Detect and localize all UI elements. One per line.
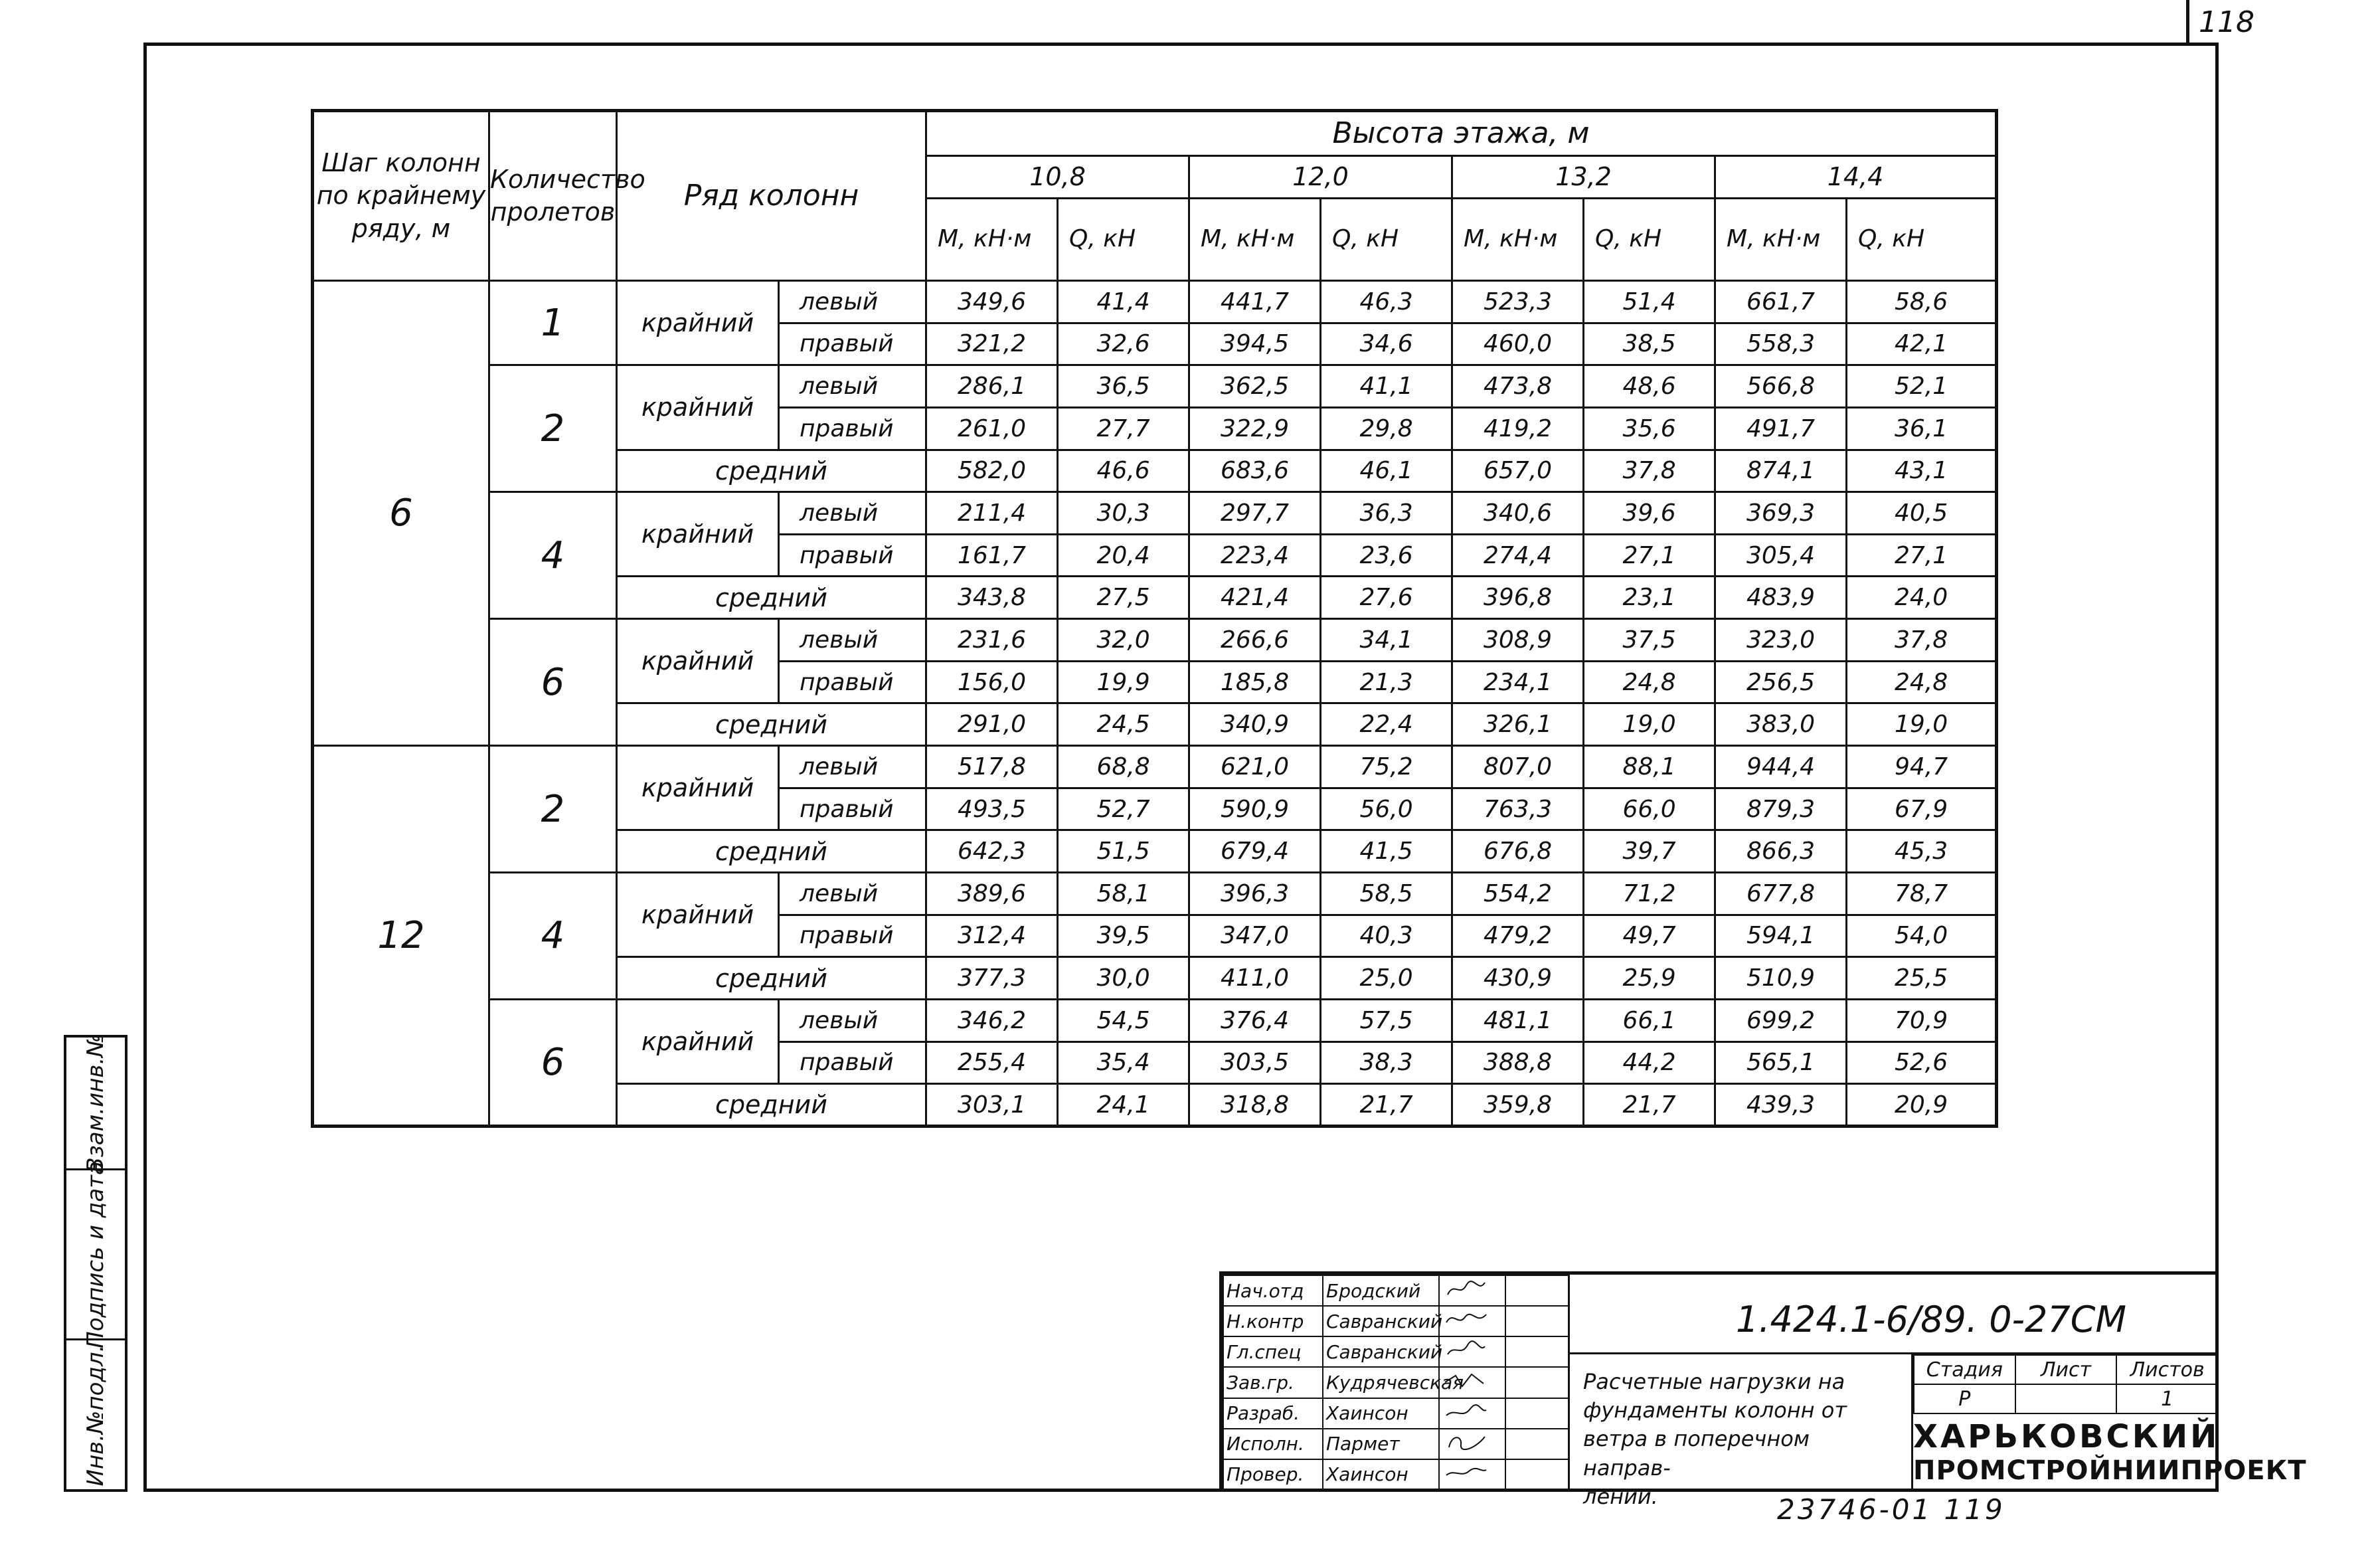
value-cell: 32,0 (1058, 619, 1189, 662)
value-cell: 510,9 (1715, 957, 1847, 1000)
value-cell: 27,6 (1321, 577, 1452, 619)
value-cell: 156,0 (926, 661, 1058, 703)
value-cell: 71,2 (1584, 872, 1715, 915)
value-cell: 19,0 (1847, 703, 1997, 746)
value-cell: 343,8 (926, 577, 1058, 619)
staff-role: Нач.отд (1223, 1275, 1323, 1306)
value-cell: 25,0 (1321, 957, 1452, 1000)
height-12-0: 12,0 (1189, 156, 1452, 199)
value-cell: 37,5 (1584, 619, 1715, 662)
value-cell: 58,1 (1058, 872, 1189, 915)
value-cell: 266,6 (1189, 619, 1321, 662)
value-cell: 34,1 (1321, 619, 1452, 662)
value-cell: 419,2 (1452, 407, 1584, 450)
value-cell: 558,3 (1715, 323, 1847, 365)
value-cell: 323,0 (1715, 619, 1847, 662)
value-cell: 340,6 (1452, 492, 1584, 535)
value-cell: 29,8 (1321, 407, 1452, 450)
signature-icon (1439, 1336, 1505, 1367)
side-stamp-inventory: Инв.№подл. (82, 1344, 109, 1487)
value-cell: 657,0 (1452, 450, 1584, 492)
value-cell: 39,5 (1058, 915, 1189, 957)
value-cell: 58,5 (1321, 872, 1452, 915)
value-cell: 582,0 (926, 450, 1058, 492)
side-cell: правый (779, 788, 926, 830)
side-stamp-strip (64, 1035, 128, 1492)
spans-cell: 4 (489, 492, 617, 619)
q-header: Q, кН (1584, 199, 1715, 281)
row-cell: средний (617, 703, 926, 746)
value-cell: 376,4 (1189, 999, 1321, 1042)
m-header: М, кН·м (926, 199, 1058, 281)
sheets-label: Листов (2116, 1355, 2218, 1384)
value-cell: 394,5 (1189, 323, 1321, 365)
date-cell (1505, 1429, 1569, 1459)
value-cell: 52,6 (1847, 1042, 1997, 1084)
value-cell: 22,4 (1321, 703, 1452, 746)
value-cell: 32,6 (1058, 323, 1189, 365)
value-cell: 30,3 (1058, 492, 1189, 535)
table-row (313, 746, 1997, 788)
value-cell: 23,1 (1584, 577, 1715, 619)
value-cell: 42,1 (1847, 323, 1997, 365)
table-row (313, 492, 1997, 535)
value-cell: 523,3 (1452, 281, 1584, 323)
value-cell: 676,8 (1452, 830, 1584, 873)
side-cell: левый (779, 999, 926, 1042)
value-cell: 642,3 (926, 830, 1058, 873)
spans-cell: 2 (489, 365, 617, 492)
table-row (313, 281, 1997, 323)
value-cell: 326,1 (1452, 703, 1584, 746)
value-cell: 396,3 (1189, 872, 1321, 915)
value-cell: 677,8 (1715, 872, 1847, 915)
value-cell: 483,9 (1715, 577, 1847, 619)
height-14-4: 14,4 (1715, 156, 1997, 199)
side-cell: правый (779, 534, 926, 577)
value-cell: 41,1 (1321, 365, 1452, 408)
value-cell: 48,6 (1584, 365, 1715, 408)
staff-role: Н.контр (1223, 1306, 1323, 1336)
value-cell: 38,5 (1584, 323, 1715, 365)
value-cell: 286,1 (926, 365, 1058, 408)
side-cell: правый (779, 915, 926, 957)
value-cell: 763,3 (1452, 788, 1584, 830)
value-cell: 441,7 (1189, 281, 1321, 323)
m-header: М, кН·м (1715, 199, 1847, 281)
staff-name: Савранский (1323, 1336, 1439, 1367)
staff-role: Разраб. (1223, 1398, 1323, 1429)
value-cell: 36,3 (1321, 492, 1452, 535)
staff-role: Провер. (1223, 1459, 1323, 1490)
spans-cell: 4 (489, 872, 617, 999)
value-cell: 346,2 (926, 999, 1058, 1042)
signatures-table (1223, 1275, 1569, 1491)
signature-icon (1439, 1429, 1505, 1459)
value-cell: 322,9 (1189, 407, 1321, 450)
organization-line1: ХАРЬКОВСКИЙ (1913, 1418, 2220, 1455)
header-row: Ряд колонн (617, 111, 926, 281)
value-cell: 51,4 (1584, 281, 1715, 323)
spans-cell: 6 (489, 999, 617, 1126)
table-row (313, 999, 1997, 1042)
row-cell: крайний (617, 281, 779, 365)
row-cell: крайний (617, 746, 779, 830)
side-cell: левый (779, 746, 926, 788)
height-13-2: 13,2 (1452, 156, 1715, 199)
value-cell: 479,2 (1452, 915, 1584, 957)
document-description: Расчетные нагрузки на фундаменты колонн от ветра в поперечном направ- лении. (1568, 1354, 1913, 1491)
row-cell: средний (617, 577, 926, 619)
value-cell: 40,5 (1847, 492, 1997, 535)
value-cell: 274,4 (1452, 534, 1584, 577)
signature-icon (1439, 1275, 1505, 1306)
value-cell: 35,4 (1058, 1042, 1189, 1084)
value-cell: 866,3 (1715, 830, 1847, 873)
value-cell: 396,8 (1452, 577, 1584, 619)
value-cell: 308,9 (1452, 619, 1584, 662)
side-cell: левый (779, 872, 926, 915)
value-cell: 94,7 (1847, 746, 1997, 788)
value-cell: 359,8 (1452, 1084, 1584, 1127)
value-cell: 554,2 (1452, 872, 1584, 915)
side-cell: левый (779, 281, 926, 323)
stage-value: Р (1914, 1384, 2015, 1413)
value-cell: 590,9 (1189, 788, 1321, 830)
value-cell: 231,6 (926, 619, 1058, 662)
staff-role: Исполн. (1223, 1429, 1323, 1459)
m-header: М, кН·м (1452, 199, 1584, 281)
value-cell: 383,0 (1715, 703, 1847, 746)
q-header: Q, кН (1321, 199, 1452, 281)
value-cell: 56,0 (1321, 788, 1452, 830)
value-cell: 38,3 (1321, 1042, 1452, 1084)
value-cell: 27,7 (1058, 407, 1189, 450)
row-cell: средний (617, 957, 926, 1000)
value-cell: 661,7 (1715, 281, 1847, 323)
value-cell: 41,5 (1321, 830, 1452, 873)
value-cell: 58,6 (1847, 281, 1997, 323)
value-cell: 25,5 (1847, 957, 1997, 1000)
value-cell: 21,7 (1584, 1084, 1715, 1127)
date-cell (1505, 1459, 1569, 1490)
value-cell: 377,3 (926, 957, 1058, 1000)
value-cell: 255,4 (926, 1042, 1058, 1084)
value-cell: 75,2 (1321, 746, 1452, 788)
value-cell: 52,7 (1058, 788, 1189, 830)
organization-line2: ПРОМСТРОЙНИИПРОЕКТ (1913, 1455, 2307, 1486)
title-block (1219, 1271, 2307, 1509)
value-cell: 24,1 (1058, 1084, 1189, 1127)
value-cell: 305,4 (1715, 534, 1847, 577)
value-cell: 24,8 (1847, 661, 1997, 703)
step-cell: 6 (313, 281, 489, 746)
value-cell: 944,4 (1715, 746, 1847, 788)
value-cell: 261,0 (926, 407, 1058, 450)
value-cell: 347,0 (1189, 915, 1321, 957)
value-cell: 321,2 (926, 323, 1058, 365)
height-10-8: 10,8 (926, 156, 1189, 199)
value-cell: 27,1 (1847, 534, 1997, 577)
value-cell: 34,6 (1321, 323, 1452, 365)
value-cell: 879,3 (1715, 788, 1847, 830)
side-stamp-replace: Взам.инв.№ (66, 1038, 125, 1170)
step-cell: 12 (313, 746, 489, 1127)
value-cell: 256,5 (1715, 661, 1847, 703)
sheet-label: Лист (2015, 1355, 2117, 1384)
value-cell: 67,9 (1847, 788, 1997, 830)
value-cell: 473,8 (1452, 365, 1584, 408)
row-cell: средний (617, 1084, 926, 1127)
value-cell: 349,6 (926, 281, 1058, 323)
side-cell: левый (779, 619, 926, 662)
value-cell: 37,8 (1584, 450, 1715, 492)
spans-cell: 6 (489, 619, 617, 746)
value-cell: 362,5 (1189, 365, 1321, 408)
row-cell: крайний (617, 492, 779, 577)
value-cell: 20,9 (1847, 1084, 1997, 1127)
value-cell: 303,1 (926, 1084, 1058, 1127)
value-cell: 52,1 (1847, 365, 1997, 408)
value-cell: 874,1 (1715, 450, 1847, 492)
value-cell: 41,4 (1058, 281, 1189, 323)
value-cell: 20,4 (1058, 534, 1189, 577)
row-cell: крайний (617, 365, 779, 450)
value-cell: 565,1 (1715, 1042, 1847, 1084)
staff-name: Савранский (1323, 1306, 1439, 1336)
value-cell: 21,3 (1321, 661, 1452, 703)
value-cell: 481,1 (1452, 999, 1584, 1042)
loads-table (311, 109, 1998, 1128)
value-cell: 679,4 (1189, 830, 1321, 873)
value-cell: 566,8 (1715, 365, 1847, 408)
archive-number: 23746-01 119 (1777, 1493, 2005, 1526)
value-cell: 49,7 (1584, 915, 1715, 957)
value-cell: 223,4 (1189, 534, 1321, 577)
value-cell: 68,8 (1058, 746, 1189, 788)
value-cell: 411,0 (1189, 957, 1321, 1000)
value-cell: 699,2 (1715, 999, 1847, 1042)
value-cell: 460,0 (1452, 323, 1584, 365)
table-row (313, 872, 1997, 915)
value-cell: 54,5 (1058, 999, 1189, 1042)
value-cell: 493,5 (926, 788, 1058, 830)
side-stamp-signature: Подпись и дата (66, 1170, 125, 1340)
value-cell: 517,8 (926, 746, 1058, 788)
value-cell: 19,0 (1584, 703, 1715, 746)
side-cell: правый (779, 1042, 926, 1084)
value-cell: 46,3 (1321, 281, 1452, 323)
value-cell: 234,1 (1452, 661, 1584, 703)
value-cell: 19,9 (1058, 661, 1189, 703)
value-cell: 312,4 (926, 915, 1058, 957)
value-cell: 185,8 (1189, 661, 1321, 703)
header-step: Шаг колонн по крайнему ряду, м (313, 111, 489, 281)
table-row (313, 365, 1997, 408)
spans-cell: 1 (489, 281, 617, 365)
value-cell: 421,4 (1189, 577, 1321, 619)
value-cell: 45,3 (1847, 830, 1997, 873)
stage-table (1913, 1354, 2219, 1414)
value-cell: 54,0 (1847, 915, 1997, 957)
header-floor-height: Высота этажа, м (926, 111, 1997, 156)
value-cell: 24,0 (1847, 577, 1997, 619)
value-cell: 683,6 (1189, 450, 1321, 492)
staff-name: Пармет (1323, 1429, 1439, 1459)
signature-icon (1439, 1398, 1505, 1429)
value-cell: 21,7 (1321, 1084, 1452, 1127)
value-cell: 318,8 (1189, 1084, 1321, 1127)
row-cell: крайний (617, 999, 779, 1083)
date-cell (1505, 1367, 1569, 1398)
value-cell: 25,9 (1584, 957, 1715, 1000)
value-cell: 27,5 (1058, 577, 1189, 619)
row-cell: средний (617, 450, 926, 492)
value-cell: 27,1 (1584, 534, 1715, 577)
value-cell: 66,1 (1584, 999, 1715, 1042)
staff-name: Кудрячевская (1323, 1367, 1439, 1398)
side-cell: левый (779, 492, 926, 535)
value-cell: 35,6 (1584, 407, 1715, 450)
value-cell: 43,1 (1847, 450, 1997, 492)
side-cell: правый (779, 661, 926, 703)
value-cell: 291,0 (926, 703, 1058, 746)
signature-icon (1439, 1306, 1505, 1336)
value-cell: 88,1 (1584, 746, 1715, 788)
value-cell: 24,8 (1584, 661, 1715, 703)
value-cell: 46,1 (1321, 450, 1452, 492)
value-cell: 389,6 (926, 872, 1058, 915)
row-cell: средний (617, 830, 926, 873)
signature-icon (1439, 1459, 1505, 1490)
value-cell: 57,5 (1321, 999, 1452, 1042)
value-cell: 24,5 (1058, 703, 1189, 746)
side-cell: левый (779, 365, 926, 408)
m-header: М, кН·м (1189, 199, 1321, 281)
staff-name: Хаинсон (1323, 1459, 1439, 1490)
date-cell (1505, 1306, 1569, 1336)
staff-role: Зав.гр. (1223, 1367, 1323, 1398)
value-cell: 807,0 (1452, 746, 1584, 788)
sheets-value: 1 (2116, 1384, 2218, 1413)
value-cell: 36,1 (1847, 407, 1997, 450)
row-cell: крайний (617, 619, 779, 703)
value-cell: 40,3 (1321, 915, 1452, 957)
value-cell: 388,8 (1452, 1042, 1584, 1084)
value-cell: 430,9 (1452, 957, 1584, 1000)
document-code: 1.424.1-6/89. 0-27СМ (1568, 1275, 2219, 1354)
row-cell: крайний (617, 872, 779, 956)
value-cell: 37,8 (1847, 619, 1997, 662)
staff-name: Бродский (1323, 1275, 1439, 1306)
value-cell: 39,7 (1584, 830, 1715, 873)
value-cell: 30,0 (1058, 957, 1189, 1000)
q-header: Q, кН (1058, 199, 1189, 281)
value-cell: 594,1 (1715, 915, 1847, 957)
value-cell: 369,3 (1715, 492, 1847, 535)
value-cell: 491,7 (1715, 407, 1847, 450)
signature-icon (1439, 1367, 1505, 1398)
value-cell: 78,7 (1847, 872, 1997, 915)
header-spans: Количество пролетов (489, 111, 617, 281)
date-cell (1505, 1275, 1569, 1306)
organization (1913, 1407, 2307, 1491)
value-cell: 297,7 (1189, 492, 1321, 535)
value-cell: 44,2 (1584, 1042, 1715, 1084)
value-cell: 303,5 (1189, 1042, 1321, 1084)
value-cell: 66,0 (1584, 788, 1715, 830)
staff-role: Гл.спец (1223, 1336, 1323, 1367)
date-cell (1505, 1398, 1569, 1429)
staff-name: Хаинсон (1323, 1398, 1439, 1429)
value-cell: 51,5 (1058, 830, 1189, 873)
side-cell: правый (779, 323, 926, 365)
value-cell: 340,9 (1189, 703, 1321, 746)
side-cell: правый (779, 407, 926, 450)
spans-cell: 2 (489, 746, 617, 873)
value-cell: 46,6 (1058, 450, 1189, 492)
q-header: Q, кН (1847, 199, 1997, 281)
value-cell: 621,0 (1189, 746, 1321, 788)
value-cell: 70,9 (1847, 999, 1997, 1042)
value-cell: 439,3 (1715, 1084, 1847, 1127)
value-cell: 23,6 (1321, 534, 1452, 577)
stage-label: Стадия (1914, 1355, 2015, 1384)
value-cell: 211,4 (926, 492, 1058, 535)
value-cell: 39,6 (1584, 492, 1715, 535)
value-cell: 161,7 (926, 534, 1058, 577)
date-cell (1505, 1336, 1569, 1367)
value-cell: 36,5 (1058, 365, 1189, 408)
table-row (313, 619, 1997, 662)
sheet-number: 118 (2186, 0, 2229, 43)
